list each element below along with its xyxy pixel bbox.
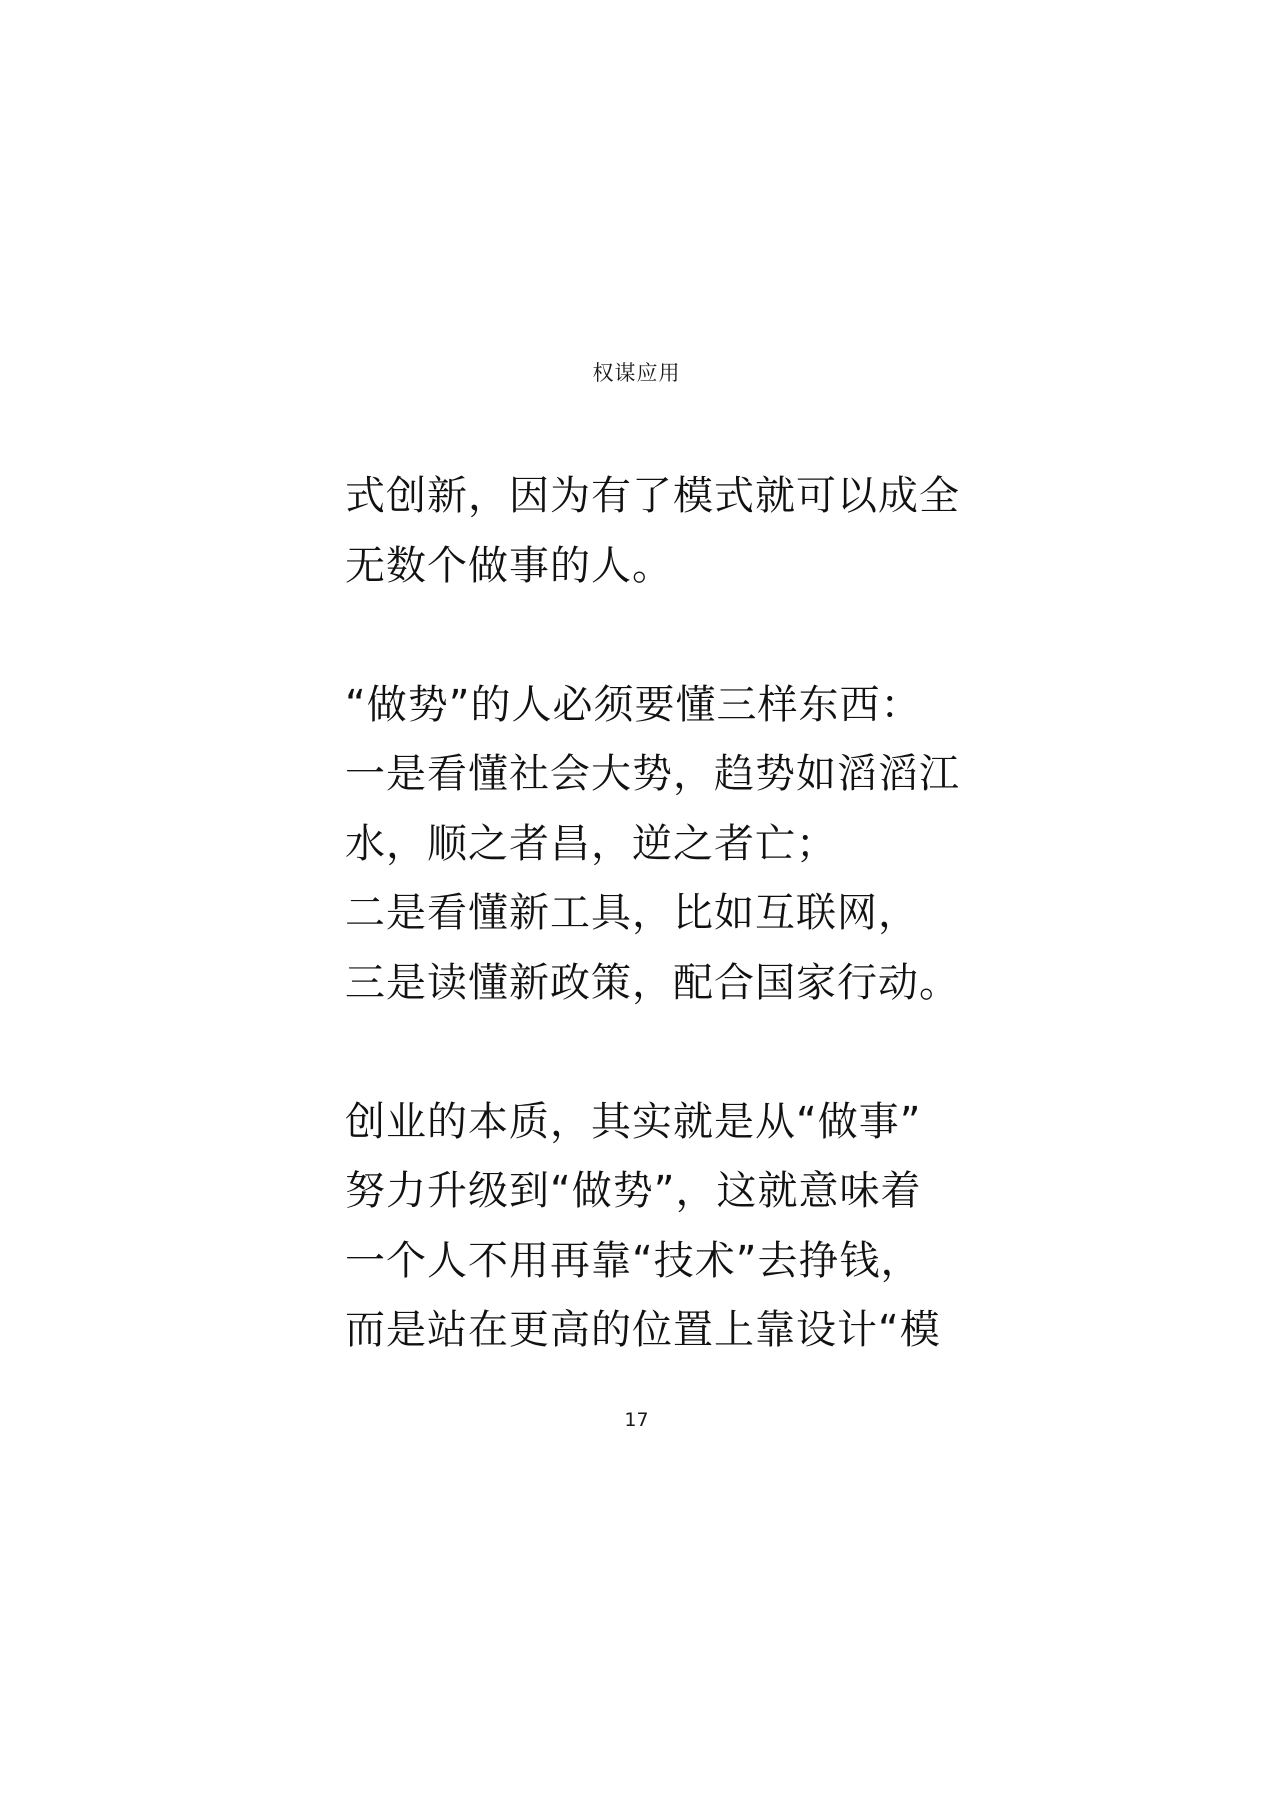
paragraph-3 (345, 1088, 945, 1366)
paragraph-1 (345, 462, 960, 601)
text-line: 而是站在更高的位置上靠设计“模 (345, 1307, 941, 1353)
text-line: 三是读懂新政策，配合国家行动。 (345, 959, 960, 1006)
text-line: 一个人不用再靠“技术”去挣钱， (345, 1237, 922, 1284)
text-line: 一是看懂社会大势，趋势如滔滔江 (345, 751, 960, 797)
text-line: 无数个做事的人。 (345, 542, 673, 589)
text-line: 努力升级到“做势”，这就意味着 (345, 1168, 922, 1214)
text-line: “做势”的人必须要懂三样东西： (345, 681, 922, 728)
text-line: 式创新，因为有了模式就可以成全 (345, 473, 960, 519)
paragraph-spacer (345, 1018, 945, 1088)
paragraph-2 (345, 671, 960, 1019)
page-number: 17 (624, 1409, 649, 1431)
text-line: 创业的本质，其实就是从“做事” (345, 1098, 922, 1145)
running-header-title: 权谋应用 (592, 361, 681, 385)
text-line: 二是看懂新工具，比如互联网， (345, 890, 919, 936)
paragraph-spacer (345, 601, 945, 671)
text-line: 水，顺之者昌，逆之者亡； (345, 820, 837, 867)
body-text (345, 462, 960, 1366)
